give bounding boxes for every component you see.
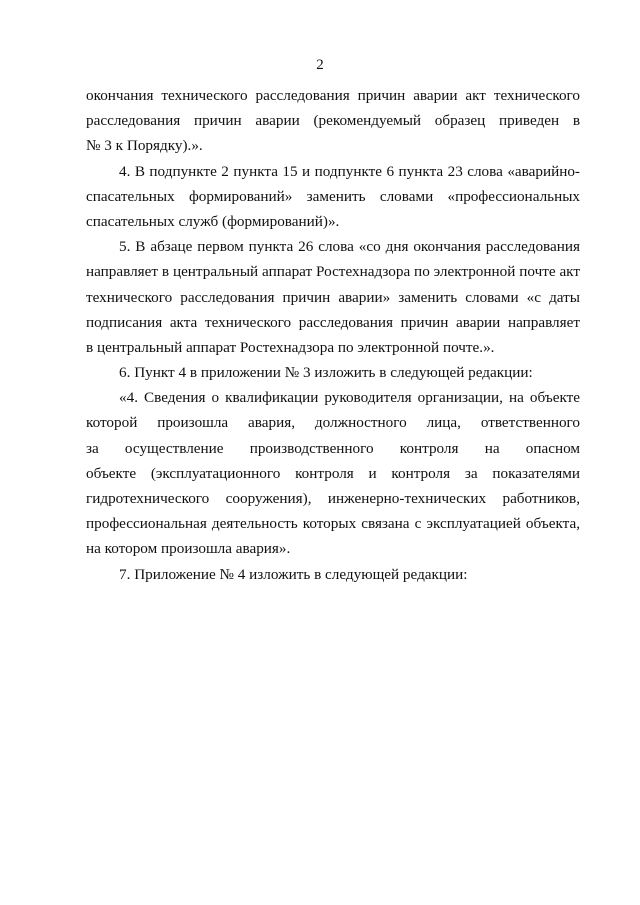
text-line: технического расследования причин аварии» заменить словами «с даты <box>86 288 580 306</box>
text-line: которой произошла авария, должностного лица, ответственного <box>86 414 580 432</box>
text-line: окончания технического расследования причин аварии акт технического <box>86 87 580 104</box>
page-number: 2 <box>316 57 324 73</box>
paragraph-item-4 <box>86 159 580 235</box>
text-line: спасательных формирований» заменить словами «профессиональных <box>86 187 580 205</box>
paragraph-item-5 <box>86 234 580 360</box>
text-line: направляет в центральный аппарат Ростехнадзора по электронной почте акт <box>86 263 580 281</box>
text-line: 5. В абзаце первом пункта 26 слова «со дня окончания расследования <box>119 238 580 256</box>
text-line: № 3 к Порядку).». <box>86 137 203 155</box>
text-line: спасательных служб (формирований)». <box>86 212 340 230</box>
text-line: подписания акта технического расследования причин аварии направляет <box>86 313 580 331</box>
text-line: 7. Приложение № 4 изложить в следующей редакции: <box>119 565 468 583</box>
text-line: в центральный аппарат Ростехнадзора по электронной почте.». <box>86 338 495 356</box>
text-line: на котором произошла авария». <box>86 540 291 558</box>
text-line: профессиональная деятельность которых связана с эксплуатацией объекта, <box>86 515 580 533</box>
text-line: гидротехнического сооружения), инженерно-технических работников, <box>86 490 580 507</box>
text-line: 6. Пункт 4 в приложении № 3 изложить в следующей редакции: <box>119 364 533 382</box>
text-line: расследования причин аварии (рекомендуемый образец приведен в <box>86 112 580 130</box>
paragraph-quoted-item-4 <box>86 385 580 561</box>
text-line: за осуществление производственного контроля на опасном <box>86 439 580 457</box>
text-line: 4. В подпункте 2 пункта 15 и подпункте 6 пункта 23 слова «аварийно- <box>119 162 580 180</box>
paragraph-item-6 <box>86 360 580 385</box>
paragraph-item-7 <box>86 562 580 587</box>
paragraph-continuation <box>86 83 580 159</box>
document-body <box>86 83 580 587</box>
text-line: «4. Сведения о квалификации руководителя организации, на объекте <box>119 389 580 407</box>
text-line: объекте (эксплуатационного контроля и контроля за показателями <box>86 464 580 482</box>
